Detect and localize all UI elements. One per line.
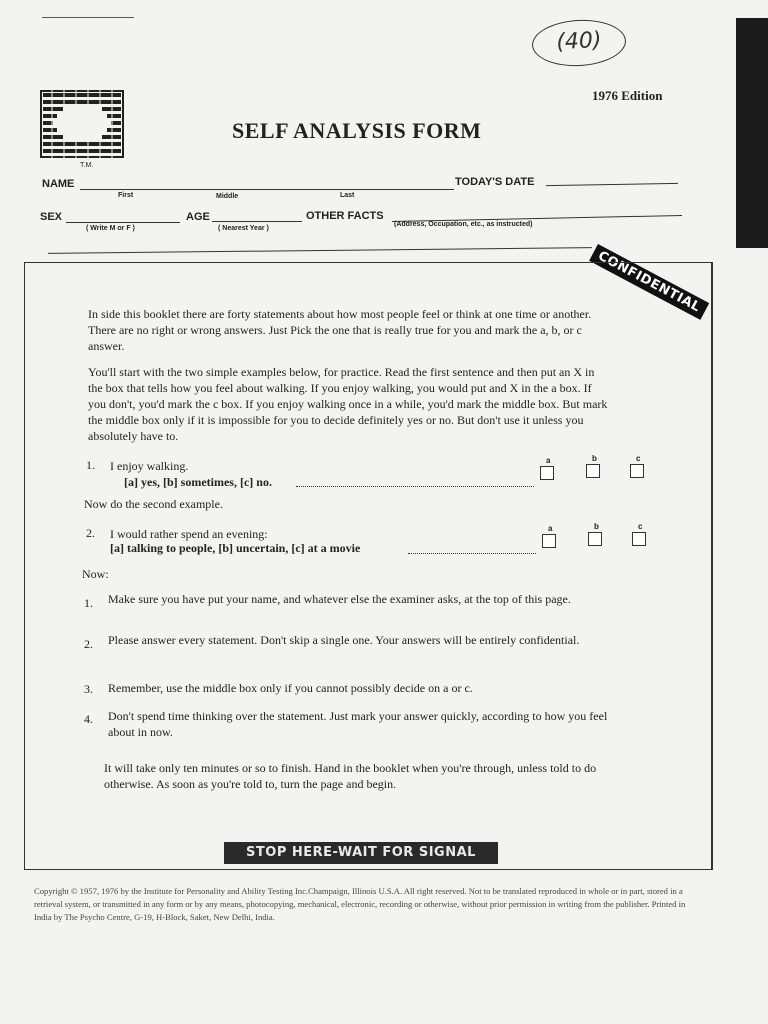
edition-label: 1976 Edition bbox=[592, 88, 663, 103]
example-1-label-b: b bbox=[592, 454, 597, 463]
form-title: SELF ANALYSIS FORM bbox=[232, 118, 482, 143]
last-name-hint: Last bbox=[340, 192, 355, 199]
name-label: NAME bbox=[42, 178, 75, 190]
middle-name-hint: Middle bbox=[216, 193, 239, 200]
example-1-box-c[interactable] bbox=[630, 464, 644, 478]
confidential-stamp: CONFIDENTIAL bbox=[589, 244, 709, 320]
instruction-1-text: Make sure you have put your name, and whatever else the examiner asks, at the top of this page. bbox=[108, 592, 571, 606]
example-2-box-c[interactable] bbox=[632, 532, 646, 546]
first-name-hint: First bbox=[118, 192, 134, 199]
example-2-label-c: c bbox=[638, 522, 643, 531]
extra-info-line[interactable] bbox=[48, 247, 592, 254]
example-1-label-a: a bbox=[546, 456, 551, 465]
instruction-4-text: Don't spend time thinking over the statement. Just mark your answer quickly, according to how you feel about in now. bbox=[108, 709, 608, 739]
sex-field[interactable] bbox=[66, 222, 180, 223]
example-1-leader bbox=[296, 485, 534, 487]
example-2-options: [a] talking to people, [b] uncertain, [c] at a movie bbox=[110, 541, 361, 555]
example-1-options: [a] yes, [b] sometimes, [c] no. bbox=[124, 475, 272, 489]
name-field[interactable] bbox=[80, 189, 454, 190]
example-2-box-b[interactable] bbox=[588, 532, 602, 546]
instruction-3-number: 3. bbox=[84, 682, 93, 696]
todays-date-field[interactable] bbox=[546, 183, 678, 186]
example-1-box-a[interactable] bbox=[540, 466, 554, 480]
example-1-statement: I enjoy walking. bbox=[110, 459, 189, 473]
stop-banner: STOP HERE-WAIT FOR SIGNAL bbox=[224, 842, 498, 864]
second-example-prompt: Now do the second example. bbox=[84, 497, 223, 511]
example-2-statement: I would rather spend an evening: bbox=[110, 527, 268, 541]
age-field[interactable] bbox=[212, 221, 302, 222]
other-facts-label: OTHER FACTS bbox=[306, 210, 384, 222]
example-2-label-b: b bbox=[594, 522, 599, 531]
example-1-box-b[interactable] bbox=[586, 464, 600, 478]
instruction-2-number: 2. bbox=[84, 637, 93, 651]
example-2-box-a[interactable] bbox=[542, 534, 556, 548]
example-2-number: 2. bbox=[86, 526, 95, 540]
instruction-2-text: Please answer every statement. Don't skip a single one. Your answers will be entirely confidential. bbox=[108, 633, 580, 647]
sex-label: SEX bbox=[40, 211, 63, 223]
example-1-number: 1. bbox=[86, 458, 95, 472]
now-label: Now: bbox=[82, 567, 109, 581]
trademark: T.M. bbox=[80, 162, 94, 169]
example-2-label-a: a bbox=[548, 524, 553, 533]
example-1-label-c: c bbox=[636, 454, 641, 463]
ipat-logo bbox=[40, 90, 124, 158]
intro-paragraph-1: In side this booklet there are forty statements about how most people feel or think at one time or another. There are no right or wrong answers. Just Pick the one that is really true for you and mark the a, b, or c answer. bbox=[88, 307, 592, 353]
sex-hint: ( Write M or F ) bbox=[86, 225, 135, 232]
example-2-leader bbox=[408, 552, 536, 554]
age-label: AGE bbox=[186, 211, 210, 223]
scan-shadow bbox=[736, 18, 768, 248]
age-hint: ( Nearest Year ) bbox=[218, 225, 269, 232]
instruction-4-number: 4. bbox=[84, 712, 93, 726]
copyright-notice: Copyright © 1957, 1976 by the Institute for Personality and Ability Testing Inc.Champaign, Illinois U.S.A. All right reserved. Not to be translated reproduced in whole or in part, stored in a retrieval system, or transmitted in any form or by any means, photocopying, mechanical, electronic, recording or otherwise, without prior permission in writing from the publisher. Printed in India by The Psycho Centre, G-19, H-Block, Saket, New Delhi, India. bbox=[34, 886, 686, 922]
instruction-3-text: Remember, use the middle box only if you cannot possibly decide on a or c. bbox=[108, 681, 473, 695]
instruction-1-number: 1. bbox=[84, 596, 93, 610]
closing-paragraph: It will take only ten minutes or so to finish. Hand in the booklet when you're through, unless told to do otherwise. As soon as you're told to, turn the page and begin. bbox=[104, 761, 597, 791]
top-rule bbox=[42, 17, 134, 18]
other-facts-hint: (Address, Occupation, etc., as instructed) bbox=[394, 221, 533, 228]
intro-paragraph-2: You'll start with the two simple examples below, for practice. Read the first sentence and then put an X in the box that tells how you feel about walking. If you enjoy walking, you would put and X in the a box. If you don't, you'd mark the c box. If you enjoy walking once in a while, you'd mark the middle box. But mark the middle box only if it is impossible for you to decide definitely yes or no. But don't use it unless you absolutely have to. bbox=[88, 365, 608, 443]
handwritten-page-number: (40) bbox=[531, 18, 627, 69]
todays-date-label: TODAY'S DATE bbox=[455, 176, 535, 188]
